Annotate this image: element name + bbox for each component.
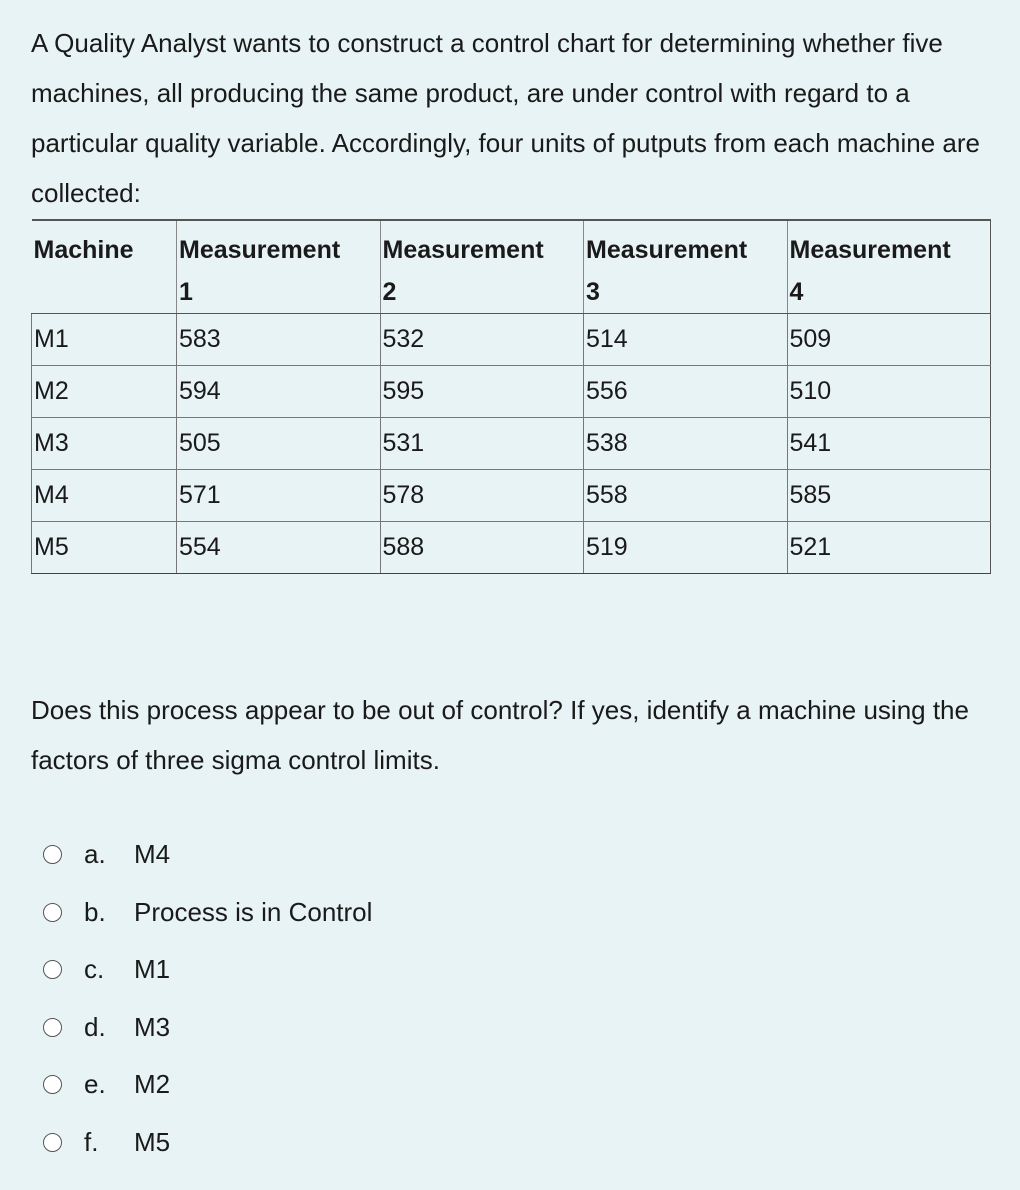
option-letter: b. — [84, 896, 106, 927]
machine-cell: M2 — [32, 366, 177, 418]
measurement-cell: 505 — [177, 418, 381, 470]
measurement-cell: 583 — [177, 314, 381, 366]
machine-cell: M4 — [32, 470, 177, 522]
measurement-cell: 510 — [787, 366, 991, 418]
measurement-cell: 595 — [380, 366, 584, 418]
option-c[interactable] — [43, 941, 643, 999]
option-b[interactable] — [43, 884, 643, 942]
radio-button[interactable] — [43, 1018, 62, 1037]
table-row — [32, 418, 991, 470]
option-letter: c. — [84, 954, 105, 985]
table-row — [32, 522, 991, 574]
header-measurement-2: Measurement 2 — [380, 220, 584, 314]
table-header-row — [32, 220, 991, 314]
radio-button[interactable] — [43, 1075, 62, 1094]
option-text: M1 — [134, 954, 171, 985]
measurement-cell: 578 — [380, 470, 584, 522]
option-a[interactable] — [43, 826, 643, 884]
measurement-cell: 588 — [380, 522, 584, 574]
radio-button[interactable] — [43, 903, 62, 922]
option-text: M2 — [134, 1069, 171, 1100]
machine-cell: M5 — [32, 522, 177, 574]
option-letter: e. — [84, 1069, 106, 1100]
header-machine: Machine — [32, 220, 177, 314]
measurement-table — [31, 219, 991, 574]
table-row — [32, 366, 991, 418]
answer-options — [43, 826, 643, 1171]
radio-button[interactable] — [43, 960, 62, 979]
option-letter: a. — [84, 839, 106, 870]
measurement-cell: 571 — [177, 470, 381, 522]
machine-cell: M3 — [32, 418, 177, 470]
table-row — [32, 314, 991, 366]
question-prompt: Does this process appear to be out of control? If yes, identify a machine using the factors of three sigma control limits. — [31, 695, 969, 775]
table-row — [32, 470, 991, 522]
measurement-cell: 514 — [584, 314, 788, 366]
radio-button[interactable] — [43, 1133, 62, 1152]
option-d[interactable] — [43, 999, 643, 1057]
option-e[interactable] — [43, 1056, 643, 1114]
machine-cell: M1 — [32, 314, 177, 366]
measurement-cell: 594 — [177, 366, 381, 418]
measurement-cell: 532 — [380, 314, 584, 366]
measurement-cell: 558 — [584, 470, 788, 522]
header-measurement-3: Measurement 3 — [584, 220, 788, 314]
option-text: M4 — [134, 839, 171, 870]
question-intro: A Quality Analyst wants to construct a control chart for determining whether five machines, all producing the same product, are under control with regard to a particular quality variable. Accordingly, four units of putputs from each machine are collected: — [31, 28, 980, 208]
measurement-cell: 585 — [787, 470, 991, 522]
option-text: M3 — [134, 1011, 171, 1042]
option-letter: d. — [84, 1011, 106, 1042]
option-f[interactable] — [43, 1114, 643, 1172]
measurement-cell: 521 — [787, 522, 991, 574]
measurement-cell: 519 — [584, 522, 788, 574]
header-measurement-4: Measurement 4 — [787, 220, 991, 314]
radio-button[interactable] — [43, 845, 62, 864]
option-text: M5 — [134, 1126, 171, 1157]
measurement-cell: 531 — [380, 418, 584, 470]
option-letter: f. — [84, 1126, 99, 1157]
header-measurement-1: Measurement 1 — [177, 220, 381, 314]
measurement-cell: 541 — [787, 418, 991, 470]
measurement-cell: 538 — [584, 418, 788, 470]
measurement-cell: 556 — [584, 366, 788, 418]
option-text: Process is in Control — [134, 896, 373, 927]
measurement-cell: 509 — [787, 314, 991, 366]
measurement-cell: 554 — [177, 522, 381, 574]
